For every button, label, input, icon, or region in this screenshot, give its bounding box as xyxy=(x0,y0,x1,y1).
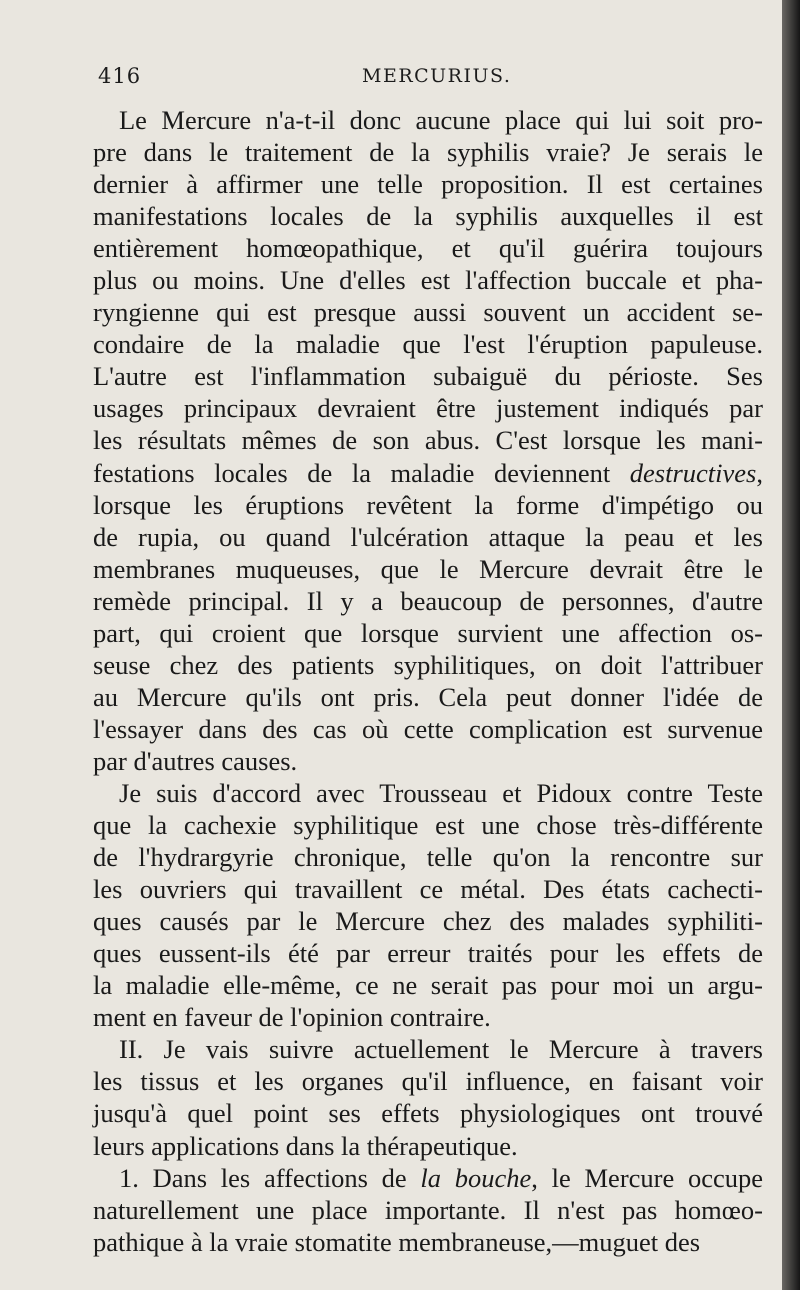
text-line: que la cachexie syphilitique est une chose très-différente xyxy=(93,810,763,841)
text-line: usages principaux devraient être justement indiqués par xyxy=(93,393,763,424)
text-line: membranes muqueuses, que le Mercure devrait être le xyxy=(93,553,763,584)
body-text xyxy=(93,104,763,1258)
paragraph xyxy=(93,777,763,1033)
running-head: MERCURIUS. xyxy=(362,65,512,87)
text-line: ques eussent-ils été par erreur traités pour les effets de xyxy=(93,938,763,969)
text-line: festations locales de la maladie deviennent destructives, xyxy=(93,457,763,488)
text-line: part, qui croient que lorsque survient une affection os- xyxy=(93,617,763,648)
text-line: II. Je vais suivre actuellement le Mercure à travers xyxy=(119,1034,763,1065)
text-line: manifestations locales de la syphilis auxquelles il est xyxy=(93,201,763,232)
text-line: condaire de la maladie que l'est l'éruption papuleuse. xyxy=(93,329,763,360)
text-line: la maladie elle-même, ce ne serait pas pour moi un argu- xyxy=(93,970,763,1001)
paragraph xyxy=(93,1033,763,1161)
text-line: entièrement homœopathique, et qu'il guérira toujours xyxy=(93,233,763,264)
text-line: lorsque les éruptions revêtent la forme d'impétigo ou xyxy=(93,489,763,520)
text-line: Le Mercure n'a-t-il donc aucune place qui lui soit pro- xyxy=(119,105,763,135)
page-header xyxy=(0,58,782,98)
text-line: les tissus et les organes qu'il influence, en faisant voir xyxy=(93,1066,763,1097)
text-line: naturellement une place importante. Il n'est pas homœo- xyxy=(93,1194,763,1225)
text-line: remède principal. Il y a beaucoup de personnes, d'autre xyxy=(93,585,763,616)
text-line: Je suis d'accord avec Trousseau et Pidoux contre Teste xyxy=(119,777,763,808)
text-line: l'essayer dans des cas où cette complication est survenue xyxy=(93,713,763,744)
text-line: au Mercure qu'ils ont pris. Cela peut donner l'idée de xyxy=(93,681,763,712)
text-line: plus ou moins. Une d'elles est l'affection buccale et pha- xyxy=(93,265,763,296)
text-line: L'autre est l'inflammation subaiguë du périoste. Ses xyxy=(93,361,763,392)
text-line: leurs applications dans la thérapeutique. xyxy=(93,1130,518,1161)
paragraph xyxy=(93,104,763,777)
text-line: les ouvriers qui travaillent ce métal. Des états cachecti- xyxy=(93,874,763,905)
text-line: dernier à affirmer une telle proposition. Il est certaines xyxy=(93,169,763,200)
text-line: ryngienne qui est presque aussi souvent un accident se- xyxy=(93,297,763,328)
page-number: 416 xyxy=(98,64,142,88)
text-line: les résultats mêmes de son abus. C'est lorsque les mani- xyxy=(93,425,763,456)
text-line: seuse chez des patients syphilitiques, on doit l'attribuer xyxy=(93,649,763,680)
text-line: pre dans le traitement de la syphilis vraie? Je serais le xyxy=(93,137,763,168)
paragraph xyxy=(93,1162,763,1258)
text-line: 1. Dans les affections de la bouche, le Mercure occupe xyxy=(119,1162,764,1193)
text-line: par d'autres causes. xyxy=(93,745,298,776)
page-edge-shadow xyxy=(782,0,800,1290)
text-line: de l'hydrargyrie chronique, telle qu'on la rencontre sur xyxy=(93,842,763,873)
text-line: ment en faveur de l'opinion contraire. xyxy=(93,1002,491,1033)
text-line: jusqu'à quel point ses effets physiologiques ont trouvé xyxy=(93,1098,763,1129)
text-line: de rupia, ou quand l'ulcération attaque la peau et les xyxy=(93,521,763,552)
text-line: pathique à la vraie stomatite membraneuse,—muguet des xyxy=(93,1226,701,1257)
text-line: ques causés par le Mercure chez des malades syphiliti- xyxy=(93,906,763,937)
